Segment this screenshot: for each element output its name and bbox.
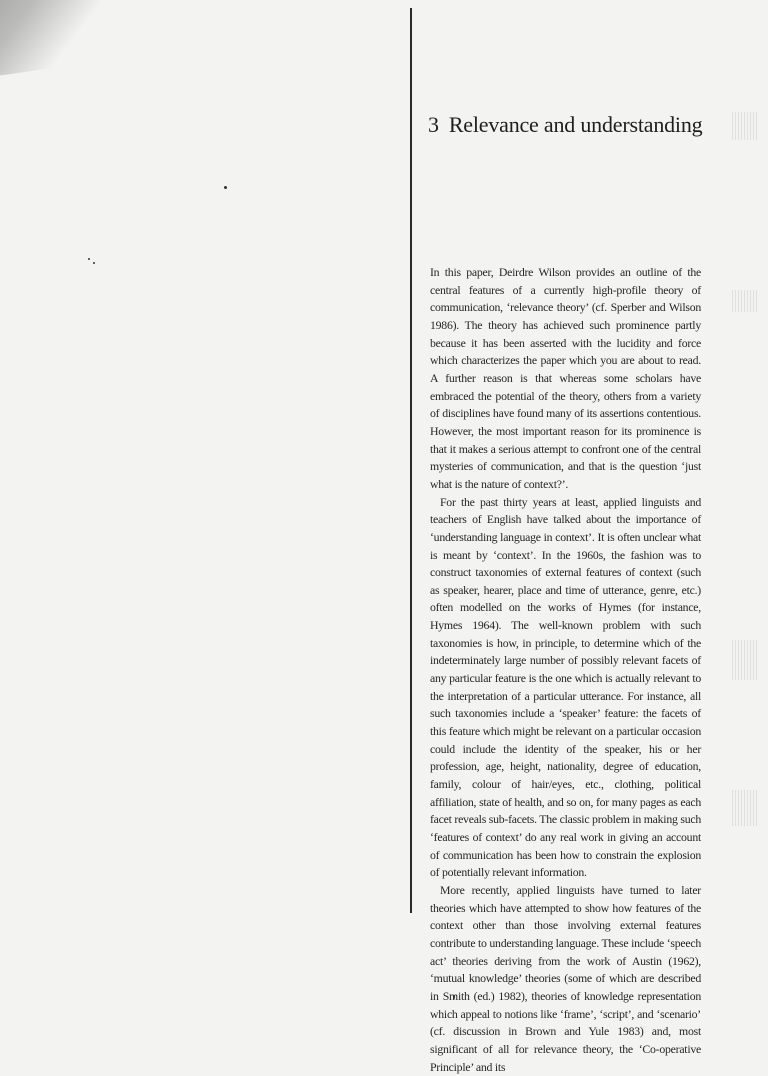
scan-speck bbox=[224, 186, 227, 189]
scan-corner-shadow bbox=[0, 0, 117, 80]
scan-edge-noise bbox=[732, 640, 758, 680]
body-text bbox=[430, 264, 701, 1076]
scan-edge-noise bbox=[732, 112, 758, 140]
chapter-title-text: Relevance and understanding bbox=[448, 112, 703, 137]
scan-edge-noise bbox=[732, 290, 758, 312]
scan-speck bbox=[88, 258, 90, 260]
chapter-number: 3 bbox=[428, 112, 439, 137]
chapter-heading bbox=[428, 112, 702, 138]
paragraph: For the past thirty years at least, applied linguists and teachers of English have talked about the importance of ‘understanding language in context’. It is often unclear what is meant by ‘context’. In the 1960s, the fashion was to construct taxonomies of external features of context (such as speaker, hearer, place and time of utterance, genre, etc.) often modelled on the works of Hymes (for instance, Hymes 1964). The well-known problem with such taxonomies is how, in principle, to determine which of the indeterminately large number of possibly relevant facets of any particular feature is the one which is actually relevant to the interpretation of a particular utterance. For instance, all such taxonomies include a ‘speaker’ feature: the facets of this feature which might be relevant on a particular occasion could include the identity of the speaker, his or her profession, age, height, nationality, degree of education, family, colour of hair/eyes, etc., clothing, political affiliation, state of health, and so on, for many pages as each facet reveals sub-facets. The classic problem in making such ‘features of context’ do any real work in giving an account of communication has been how to constrain the explosion of potentially relevant information. bbox=[430, 494, 701, 880]
paragraph: More recently, applied linguists have turned to later theories which have attempted to show how features of the context other than those involving external features contribute to understanding language. These include ‘speech act’ theories deriving from the work of Austin (1962), ‘mutual knowledge’ theories (some of which are described in Smith (ed.) 1982), theories of knowledge representation which appeal to notions like ‘frame’, ‘script’, and ‘scenario’ (cf. discussion in Brown and Yule 1983) and, most significant of all for relevance theory, the ‘Co-operative Principle’ and its bbox=[430, 882, 702, 1074]
scan-edge-noise bbox=[732, 790, 758, 826]
book-gutter-line bbox=[410, 8, 412, 913]
paragraph: In this paper, Deirdre Wilson provides an outline of the central features of a currently high-profile theory of communication, ‘relevance theory’ (cf. Sperber and Wilson 1986). The theory has achieved such prominence partly because it has been asserted with the lucidity and force which characterizes the paper which you are about to read. A further reason is that whereas some scholars have embraced the potential of the theory, others from a variety of disciplines have found many of its assertions contentious. However, the most important reason for its prominence is that it makes a serious attempt to confront one of the central mysteries of communication, and that is the question ‘just what is the nature of context?’. bbox=[430, 265, 701, 491]
scan-speck bbox=[93, 262, 95, 264]
